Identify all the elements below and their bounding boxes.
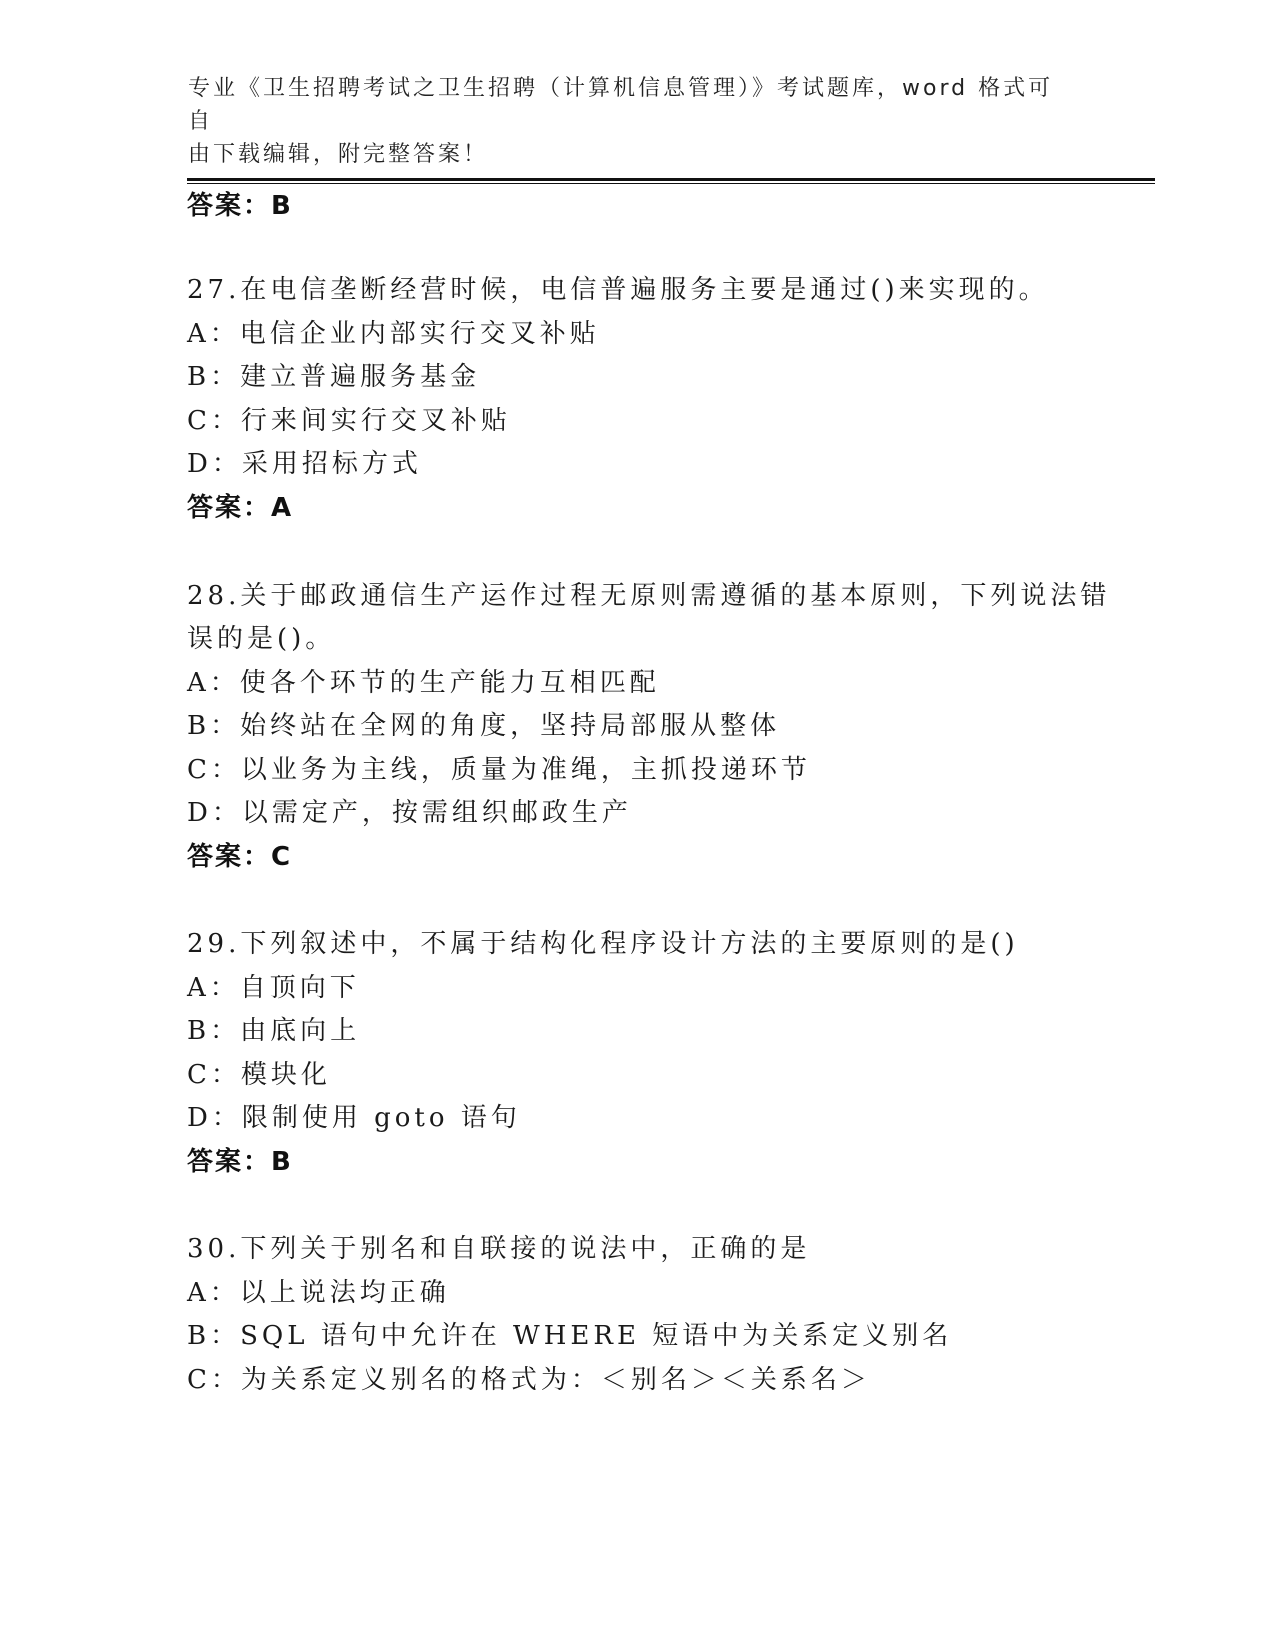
- question-29-stem: 29.下列叙述中，不属于结构化程序设计方法的主要原则的是(): [187, 929, 1019, 959]
- question-28-stem-line-1: 28.关于邮政通信生产运作过程无原则需遵循的基本原则，下列说法错: [187, 581, 1111, 611]
- question-28-option-c: C：以业务为主线，质量为准绳，主抓投递环节: [187, 755, 811, 785]
- question-29-answer: 答案：B: [187, 1147, 293, 1177]
- question-28-answer: 答案：C: [187, 842, 293, 872]
- question-30-option-c: C：为关系定义别名的格式为：＜别名＞＜关系名＞: [187, 1365, 871, 1395]
- question-27-option-a: A：电信企业内部实行交叉补贴: [187, 319, 600, 349]
- header-line-1: 专业《卫生招聘考试之卫生招聘（计算机信息管理）》考试题库，word 格式可自: [188, 76, 1054, 134]
- question-27-option-d: D：采用招标方式: [187, 449, 422, 479]
- question-27-option-b: B：建立普遍服务基金: [187, 362, 481, 392]
- question-28-option-a: A：使各个环节的生产能力互相匹配: [187, 668, 660, 698]
- question-28-option-d: D：以需定产，按需组织邮政生产: [187, 798, 632, 828]
- document-header: [188, 72, 1068, 171]
- question-28-option-b: B：始终站在全网的角度，坚持局部服从整体: [187, 711, 781, 741]
- question-29-option-c: C：模块化: [187, 1060, 331, 1090]
- header-divider-thick: [187, 178, 1155, 181]
- question-30-stem: 30.下列关于别名和自联接的说法中，正确的是: [187, 1234, 811, 1264]
- question-27-answer: 答案：A: [187, 493, 294, 523]
- question-29-option-b: B：由底向上: [187, 1016, 361, 1046]
- question-30-option-b: B：SQL 语句中允许在 WHERE 短语中为关系定义别名: [187, 1321, 953, 1351]
- question-28-stem-line-2: 误的是()。: [187, 624, 336, 654]
- answer-previous: 答案：B: [187, 191, 293, 221]
- question-27-stem: 27.在电信垄断经营时候，电信普遍服务主要是通过()来实现的。: [187, 275, 1049, 305]
- question-29-option-a: A：自顶向下: [187, 973, 360, 1003]
- question-27-option-c: C：行来间实行交叉补贴: [187, 406, 511, 436]
- question-29-option-d: D：限制使用 goto 语句: [187, 1103, 521, 1133]
- header-divider-thin: [187, 183, 1155, 184]
- question-30-option-a: A：以上说法均正确: [187, 1278, 450, 1308]
- header-line-2: 由下载编辑，附完整答案！: [188, 142, 489, 167]
